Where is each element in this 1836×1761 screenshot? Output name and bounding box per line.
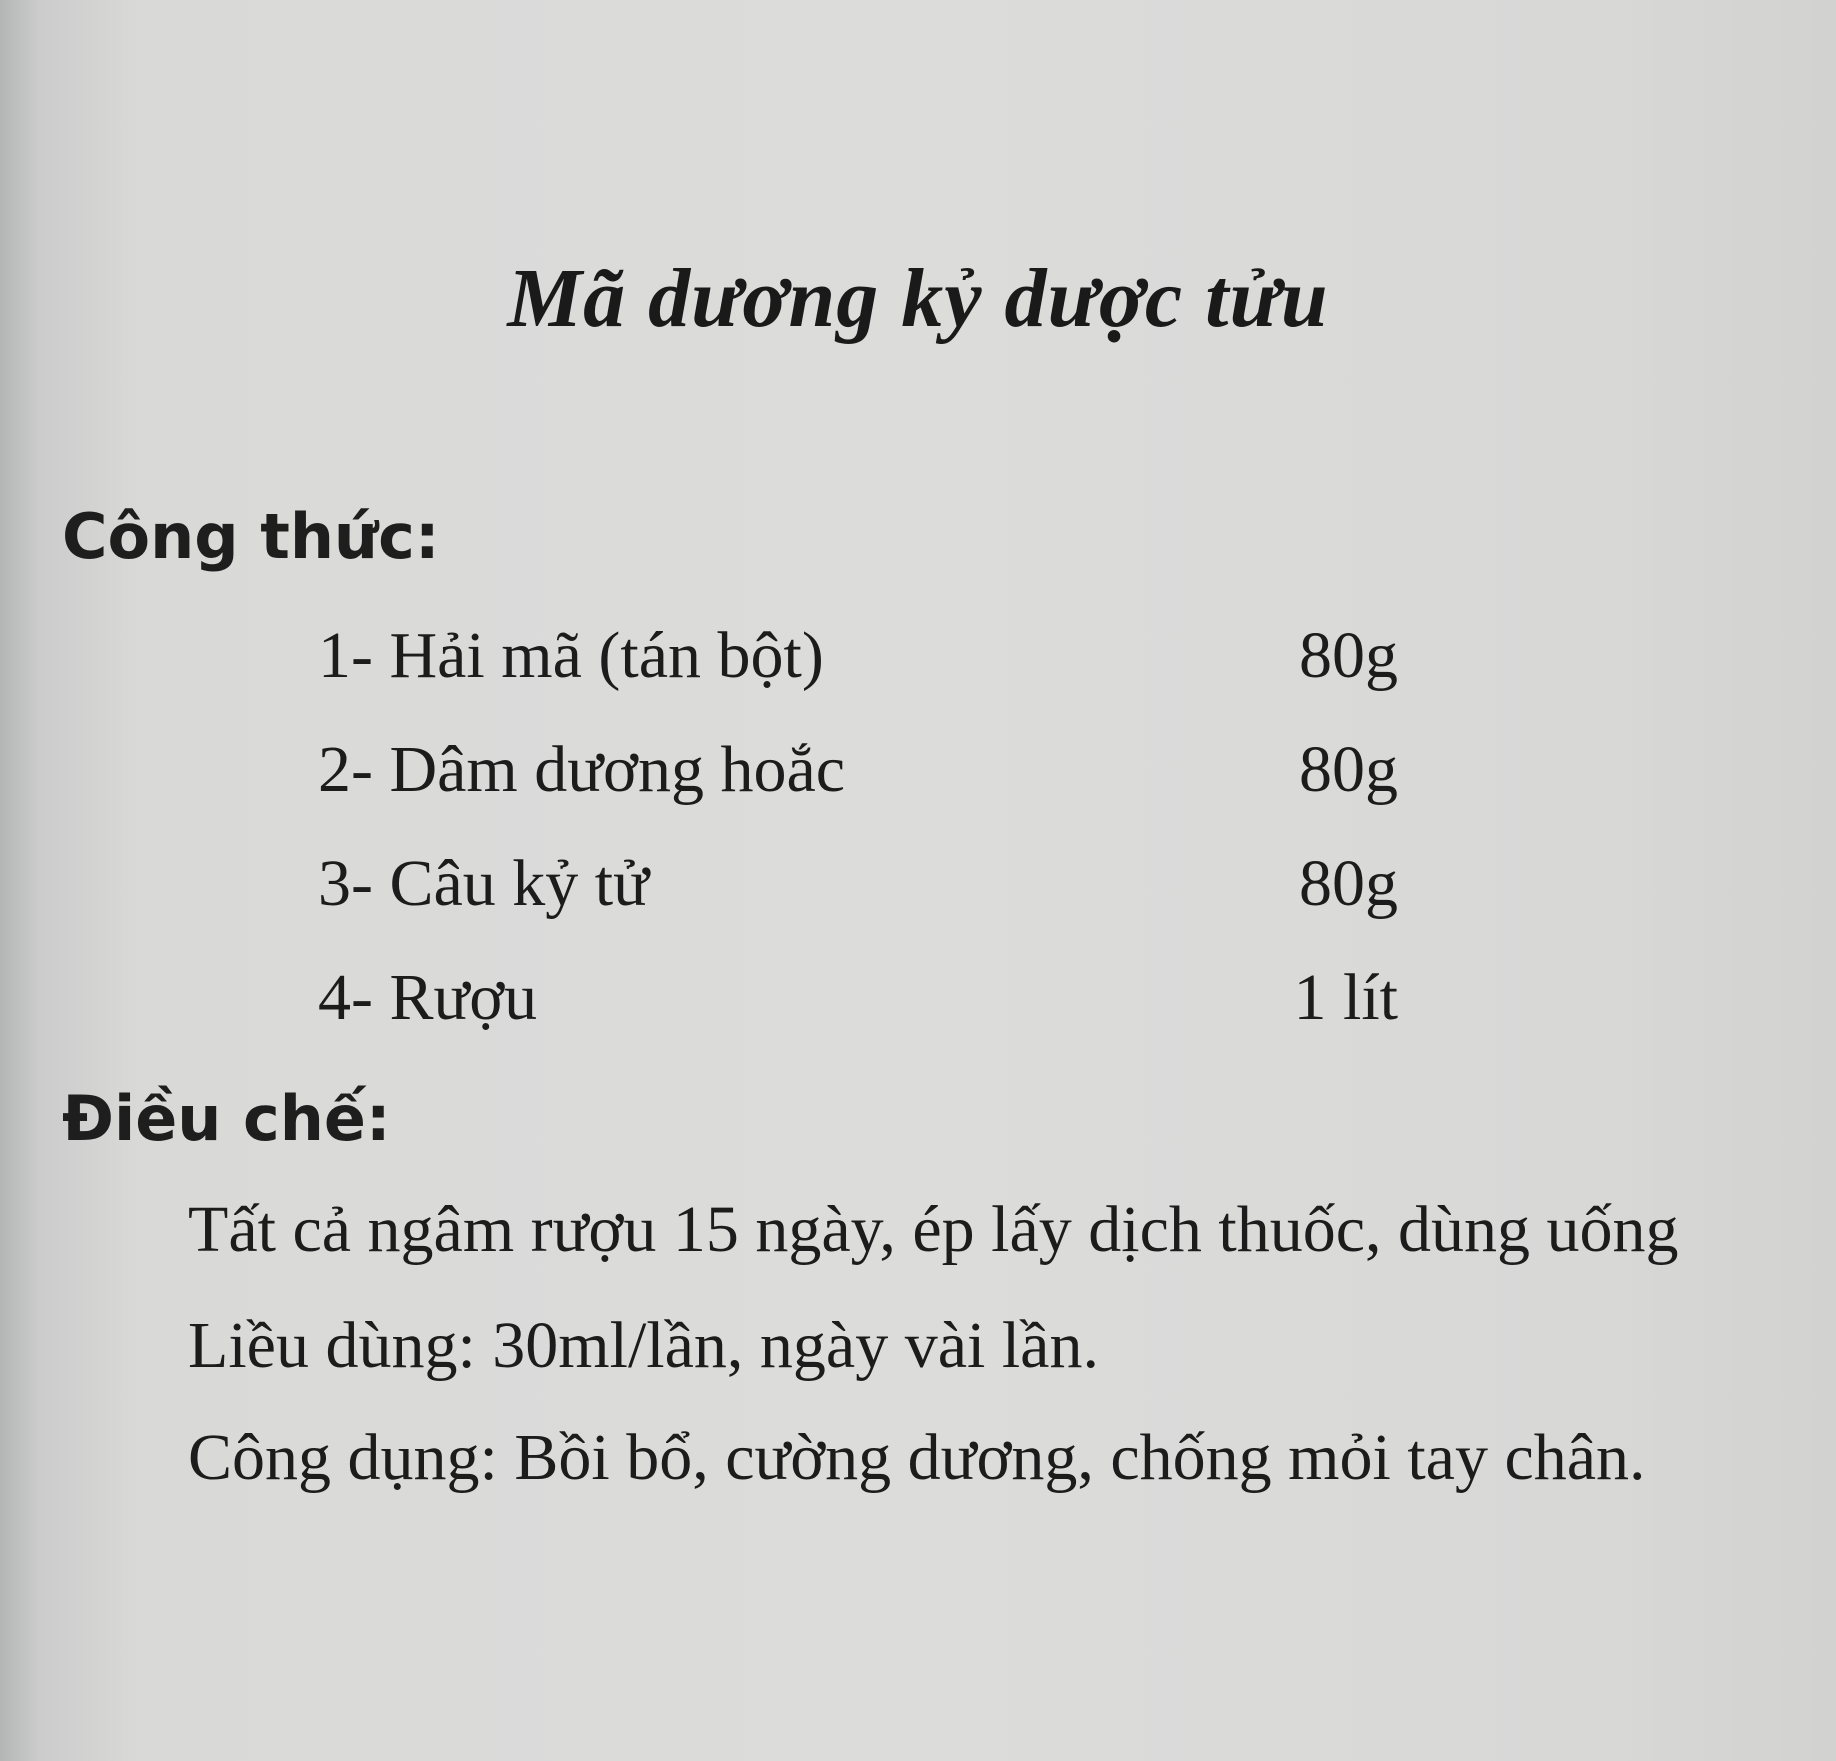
preparation-heading: Điều chế: [62, 1082, 391, 1155]
ingredient-amount: 80g [1299, 733, 1398, 806]
page-title: Mã dương kỷ dược tửu [507, 252, 1329, 345]
ingredient-name: 2- Dâm dương hoắc [318, 733, 846, 806]
ingredient-amount: 80g [1299, 847, 1398, 920]
ingredient-name: 1- Hải mã (tán bột) [318, 619, 824, 692]
ingredient-list [318, 618, 1398, 1074]
dosage-text: Liều dùng: 30ml/lần, ngày vài lần. [188, 1309, 1099, 1382]
list-item [318, 960, 1398, 1074]
list-item [318, 732, 1398, 846]
list-item [318, 618, 1398, 732]
ingredient-name: 4- Rượu [318, 961, 538, 1034]
formula-heading: Công thức: [62, 500, 440, 573]
ingredient-name: 3- Câu kỷ tử [318, 847, 649, 920]
preparation-text: Tất cả ngâm rượu 15 ngày, ép lấy dịch thuốc, dùng uống [188, 1193, 1679, 1266]
ingredient-amount: 1 lít [1293, 961, 1398, 1034]
list-item [318, 846, 1398, 960]
ingredient-amount: 80g [1299, 619, 1398, 692]
usage-text: Công dụng: Bồi bổ, cường dương, chống mỏi tay chân. [188, 1421, 1646, 1494]
